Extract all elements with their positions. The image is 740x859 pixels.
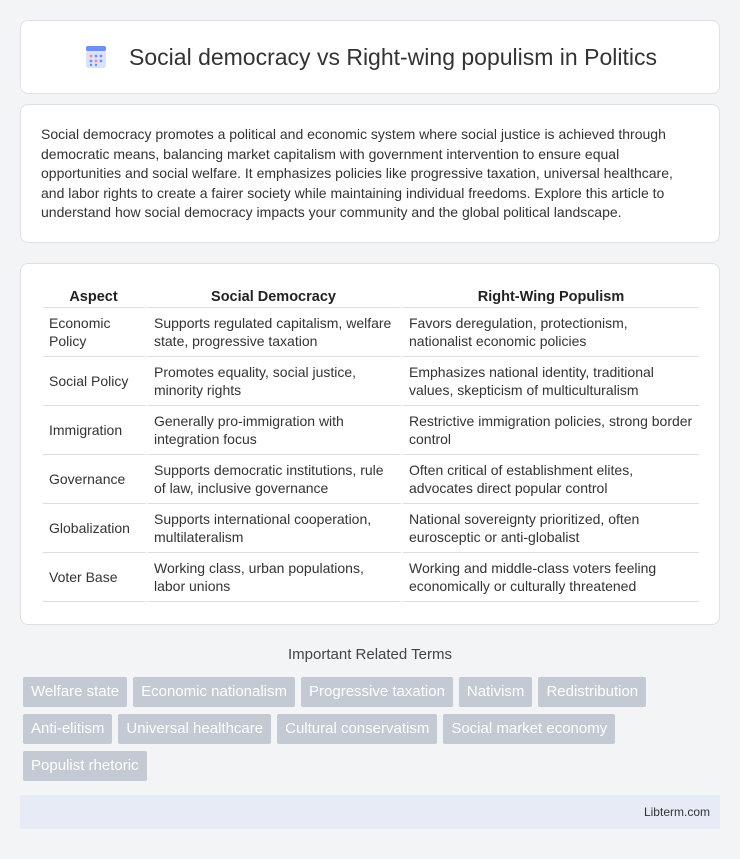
- social-democracy-cell: Supports international cooperation, multilateralism: [148, 504, 403, 553]
- term-tag[interactable]: Universal healthcare: [118, 714, 271, 744]
- title-card: [20, 20, 720, 94]
- aspect-cell: Voter Base: [43, 553, 148, 602]
- page-title: Social democracy vs Right-wing populism in Politics: [129, 43, 657, 70]
- comparison-card: [20, 263, 720, 625]
- term-tag[interactable]: Cultural conservatism: [277, 714, 437, 744]
- intro-text: Social democracy promotes a political and economic system where social justice is achieved through democratic means, balancing market capitalism with government intervention to ensure equal opportunities and social welfare. It emphasizes policies like progressive taxation, universal healthcare, and labor rights to create a fairer society while maintaining individual freedoms. Explore this article to understand how social democracy impacts your community and the global political landscape.: [41, 126, 673, 220]
- right-wing-populism-cell: Emphasizes national identity, traditional values, skepticism of multiculturalism: [403, 357, 699, 406]
- header-aspect: Aspect: [43, 286, 148, 308]
- right-wing-populism-cell: Often critical of establishment elites, advocates direct popular control: [403, 455, 699, 504]
- table-row: [43, 308, 699, 357]
- related-terms-list: [23, 677, 723, 781]
- comparison-table: [43, 286, 699, 602]
- related-terms-title: Important Related Terms: [288, 646, 452, 663]
- header-right-wing-populism: Right-Wing Populism: [403, 286, 699, 308]
- table-row: [43, 553, 699, 602]
- right-wing-populism-cell: Restrictive immigration policies, strong border control: [403, 406, 699, 455]
- table-row: [43, 504, 699, 553]
- social-democracy-cell: Supports democratic institutions, rule of law, inclusive governance: [148, 455, 403, 504]
- aspect-cell: Globalization: [43, 504, 148, 553]
- table-row: [43, 455, 699, 504]
- term-tag[interactable]: Economic nationalism: [133, 677, 295, 707]
- social-democracy-cell: Working class, urban populations, labor unions: [148, 553, 403, 602]
- term-tag[interactable]: Nativism: [459, 677, 533, 707]
- term-tag[interactable]: Social market economy: [443, 714, 615, 744]
- table-header-row: [43, 286, 699, 308]
- right-wing-populism-cell: Favors deregulation, protectionism, nationalist economic policies: [403, 308, 699, 357]
- aspect-cell: Governance: [43, 455, 148, 504]
- term-tag[interactable]: Welfare state: [23, 677, 127, 707]
- term-tag[interactable]: Populist rhetoric: [23, 751, 147, 781]
- footer: [20, 795, 720, 829]
- document-icon: [83, 44, 109, 70]
- right-wing-populism-cell: Working and middle-class voters feeling economically or culturally threatened: [403, 553, 699, 602]
- term-tag[interactable]: Progressive taxation: [301, 677, 453, 707]
- table-row: [43, 357, 699, 406]
- aspect-cell: Immigration: [43, 406, 148, 455]
- footer-brand[interactable]: Libterm.com: [643, 805, 710, 819]
- social-democracy-cell: Promotes equality, social justice, minority rights: [148, 357, 403, 406]
- table-row: [43, 406, 699, 455]
- right-wing-populism-cell: National sovereignty prioritized, often eurosceptic or anti-globalist: [403, 504, 699, 553]
- aspect-cell: Social Policy: [43, 357, 148, 406]
- intro-card: [20, 104, 720, 243]
- social-democracy-cell: Generally pro-immigration with integration focus: [148, 406, 403, 455]
- social-democracy-cell: Supports regulated capitalism, welfare state, progressive taxation: [148, 308, 403, 357]
- term-tag[interactable]: Redistribution: [538, 677, 646, 707]
- header-social-democracy: Social Democracy: [148, 286, 403, 308]
- aspect-cell: Economic Policy: [43, 308, 148, 357]
- term-tag[interactable]: Anti-elitism: [23, 714, 112, 744]
